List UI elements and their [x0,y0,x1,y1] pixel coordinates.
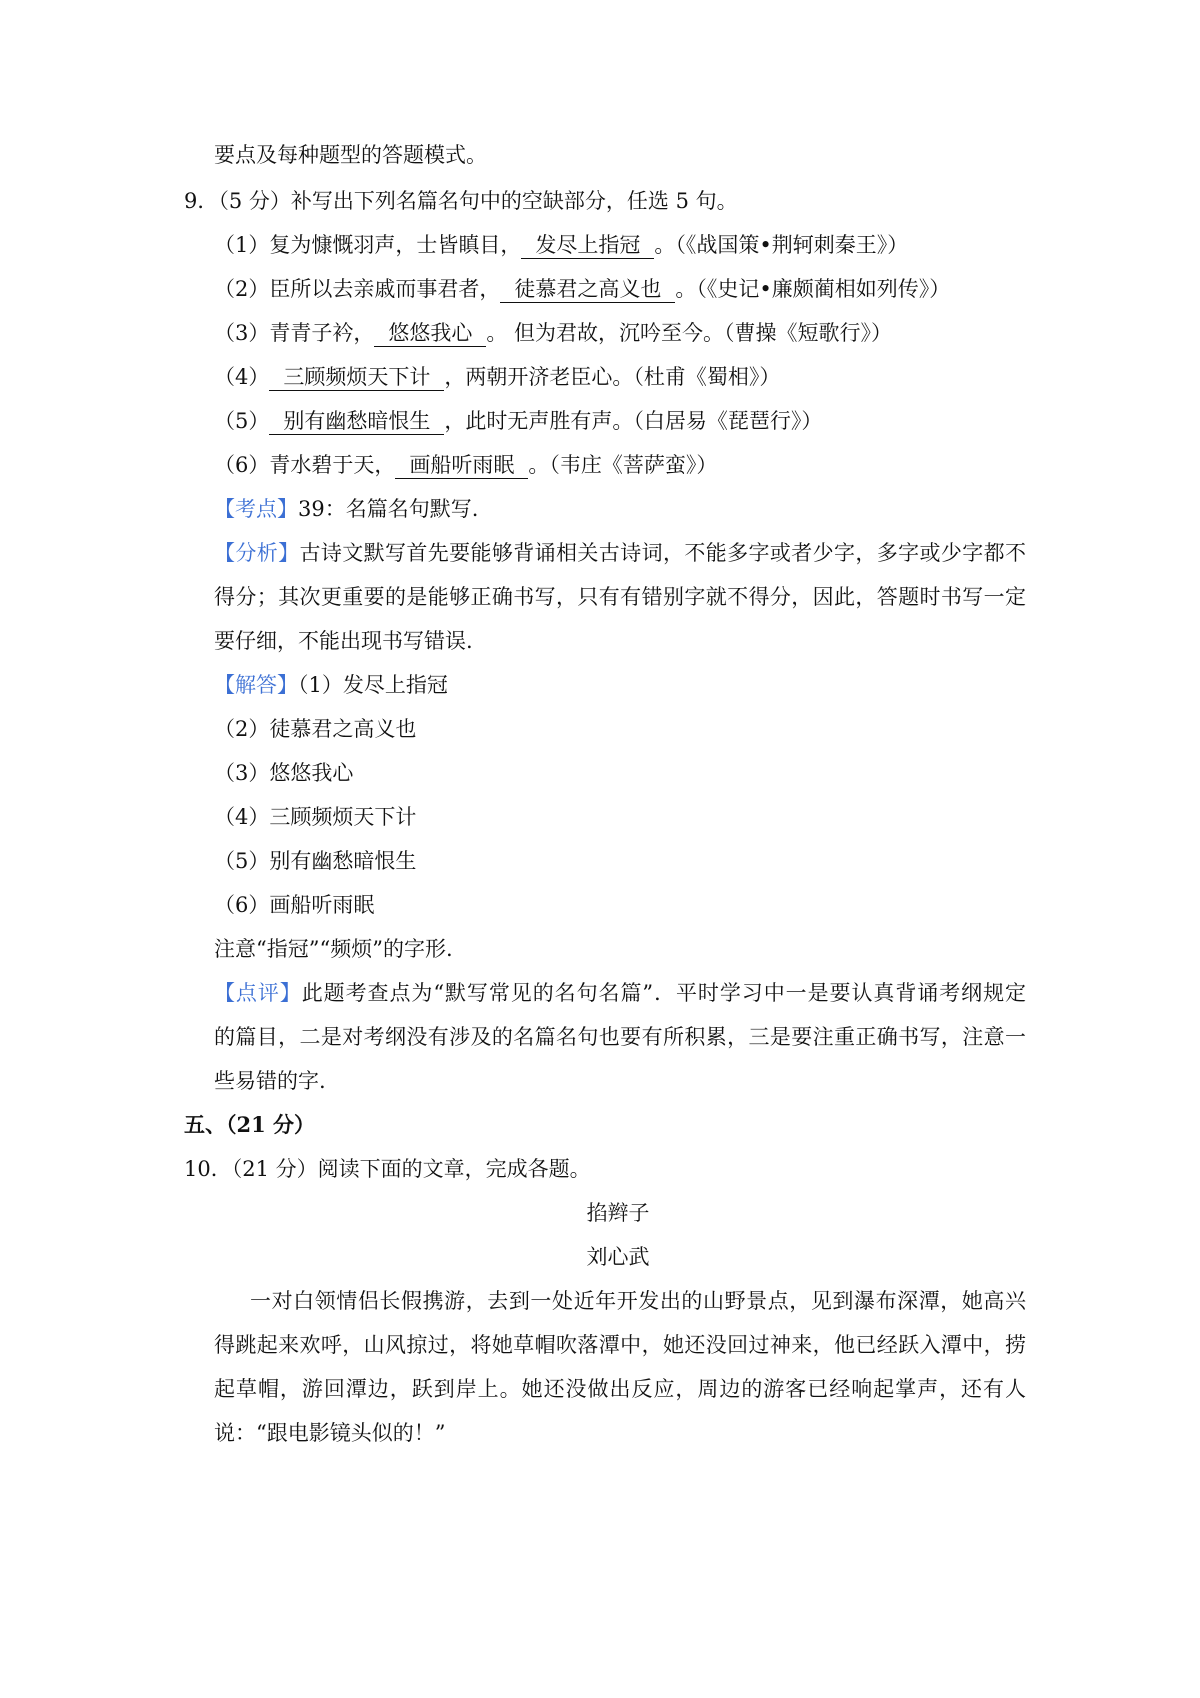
kaodian [214,494,478,524]
note [214,934,453,964]
answer-blank: 悠悠我心 [374,320,486,347]
question-9 [184,186,738,216]
article-title [18,1198,1200,1228]
text: 要点及每种题型的答题模式。 [214,143,487,167]
text: （1）发尽上指冠 [298,673,448,697]
text: 。（《战国策•荆轲刺秦王》） [654,233,909,257]
text: ，此时无声胜有声。（白居易《琵琶行》） [444,409,823,433]
article-author [18,1242,1200,1272]
text: 10．（21 分）阅读下面的文章，完成各题。 [184,1157,591,1181]
sentence-1 [214,230,908,260]
dianping-tag: 【点评】 [214,981,302,1005]
text: 起草帽，游回潭边，跃到岸上。她还没做出反应，周边的游客已经响起掌声，还有人 [214,1377,1026,1401]
fenxi-tag: 【分析】 [214,541,300,565]
text: （1）复为慷慨羽声，士皆瞋目， [214,233,522,257]
text: 些易错的字. [214,1069,326,1093]
text: （3）悠悠我心 [214,761,354,785]
jieda-6 [214,890,374,920]
sentence-3 [214,318,892,348]
jieda-5 [214,846,416,876]
text: 五、（21 分） [184,1112,316,1137]
text: 一对白领情侣长假携游，去到一处近年开发出的山野景点，见到瀑布深潭，她高兴 [250,1289,1026,1313]
paragraph-line-3 [214,1374,1026,1404]
answer-blank: 三顾频烦天下计 [269,364,444,391]
text: （2）臣所以去亲戚而事君者， [214,277,501,301]
jieda-4 [214,802,416,832]
sentence-6 [214,450,717,480]
sentence-4 [214,362,780,392]
dianping-line-1 [214,978,1026,1008]
section-5-heading [184,1110,315,1140]
paragraph-line-4 [214,1418,445,1448]
text: （4） [214,365,270,389]
kaodian-tag: 【考点】 [214,497,298,521]
jieda-tag: 【解答】 [214,673,298,697]
text: 。（《史记•廉颇蔺相如列传》） [675,277,951,301]
text: 此题考查点为“默写常见的名句名篇”．平时学习中一是要认真背诵考纲规定 [301,981,1027,1005]
dianping-line-2 [214,1022,1026,1052]
text: 39：名篇名句默写. [298,497,479,521]
text: 。（韦庄《菩萨蛮》） [528,453,718,477]
text: 掐辫子 [586,1201,650,1225]
text: （5）别有幽愁暗恨生 [214,849,417,873]
sentence-2 [214,274,950,304]
answer-blank: 发尽上指冠 [521,232,654,259]
question-10 [184,1154,591,1184]
text: 要仔细，不能出现书写错误. [214,629,473,653]
text-line [214,140,487,170]
text: 。 但为君故，沉吟至今。（曹操《短歌行》） [486,321,893,345]
jieda-3 [214,758,353,788]
answer-blank: 徒慕君之高义也 [500,276,675,303]
text: 9．（5 分）补写出下列名篇名句中的空缺部分，任选 5 句。 [184,189,738,213]
text: 刘心武 [586,1245,650,1269]
text: （5） [214,409,270,433]
fenxi-line-2 [214,582,1026,612]
text: 说：“跟电影镜头似的！” [214,1421,446,1445]
text: （2）徒慕君之高义也 [214,717,417,741]
text: （4）三顾频烦天下计 [214,805,417,829]
fenxi-line-3 [214,626,473,656]
answer-blank: 别有幽愁暗恨生 [269,408,444,435]
jieda-1 [214,670,448,700]
text: 注意“指冠”“频烦”的字形. [214,937,453,961]
jieda-2 [214,714,416,744]
fenxi-line-1 [214,538,1026,568]
paragraph-line-1 [250,1286,1026,1316]
text: （3）青青子衿， [214,321,375,345]
text: 的篇目，二是对考纲没有涉及的名篇名句也要有所积累，三是要注重正确书写，注意一 [214,1025,1026,1049]
sentence-5 [214,406,822,436]
dianping-line-3 [214,1066,326,1096]
text: 古诗文默写首先要能够背诵相关古诗词，不能多字或者少字，多字或少字都不 [299,541,1026,565]
text: ，两朝开济老臣心。（杜甫《蜀相》） [444,365,781,389]
text: 得分；其次更重要的是能够正确书写，只有有错别字就不得分，因此，答题时书写一定 [214,585,1026,609]
text: （6）青水碧于天， [214,453,396,477]
answer-blank: 画船听雨眠 [395,452,528,479]
text: 得跳起来欢呼，山风掠过，将她草帽吹落潭中，她还没回过神来，他已经跃入潭中，捞 [214,1333,1026,1357]
paragraph-line-2 [214,1330,1026,1360]
text: （6）画船听雨眠 [214,893,375,917]
